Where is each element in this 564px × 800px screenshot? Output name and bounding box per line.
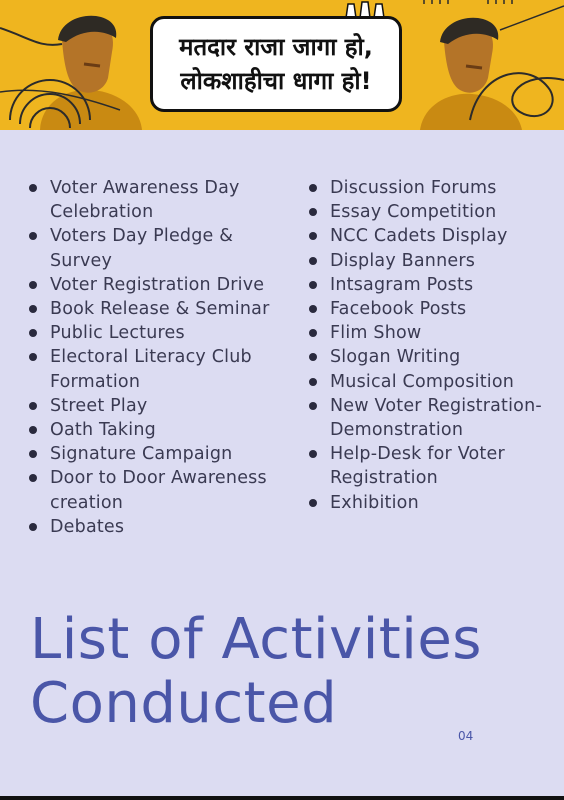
list-item: Book Release & Seminar xyxy=(26,297,296,321)
list-item: Voters Day Pledge & Survey xyxy=(26,224,296,272)
header-banner xyxy=(0,0,564,130)
slogan-line-2: लोकशाहीचा धागा हो! xyxy=(180,67,372,95)
activities-list-left xyxy=(26,176,296,539)
page-title xyxy=(30,608,482,736)
list-item: Debates xyxy=(26,515,296,539)
list-item: Flim Show xyxy=(306,321,556,345)
page-title-line-2: Conducted xyxy=(30,671,338,736)
list-item: Oath Taking xyxy=(26,418,296,442)
list-item: Help-Desk for Voter Registration xyxy=(306,442,556,490)
list-item: Door to Door Awareness creation xyxy=(26,466,296,514)
slogan-line-1: मतदार राजा जागा हो, xyxy=(179,33,373,61)
list-item: Public Lectures xyxy=(26,321,296,345)
list-item: Facebook Posts xyxy=(306,297,556,321)
list-item: Voter Registration Drive xyxy=(26,273,296,297)
page-title-line-1: List of Activities xyxy=(30,607,482,672)
activities-list-right xyxy=(306,176,556,515)
list-item: Essay Competition xyxy=(306,200,556,224)
list-item: Exhibition xyxy=(306,491,556,515)
list-item: New Voter Registration-Demonstration xyxy=(306,394,556,442)
list-item: NCC Cadets Display xyxy=(306,224,556,248)
list-item: Signature Campaign xyxy=(26,442,296,466)
list-item: Musical Composition xyxy=(306,370,556,394)
list-item: Intsagram Posts xyxy=(306,273,556,297)
list-item: Voter Awareness Day Celebration xyxy=(26,176,296,224)
list-item: Street Play xyxy=(26,394,296,418)
list-item: Discussion Forums xyxy=(306,176,556,200)
page-number: 04 xyxy=(458,729,474,743)
bottom-divider xyxy=(0,796,564,800)
list-item: Slogan Writing xyxy=(306,345,556,369)
list-item: Display Banners xyxy=(306,249,556,273)
slogan-box xyxy=(150,16,402,112)
list-item: Electoral Literacy Club Formation xyxy=(26,345,296,393)
